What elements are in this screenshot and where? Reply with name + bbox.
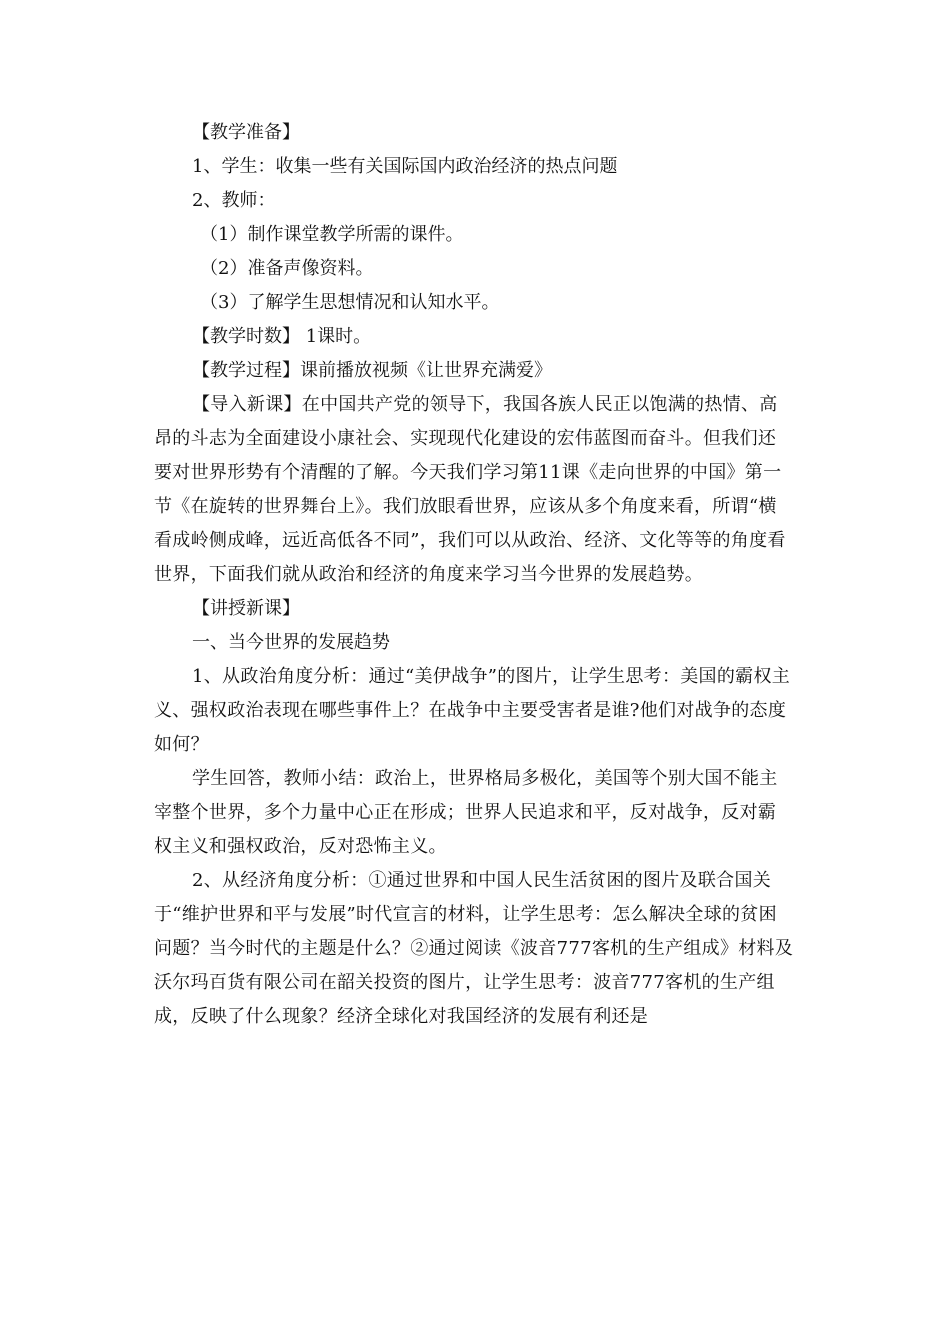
paragraph-introduction: 【导入新课】在中国共产党的领导下，我国各族人民正以饱满的热情、高昂的斗志为全面建设小康社会、实现现代化建设的宏伟蓝图而奋斗。但我们还要对世界形势有个清醒的了解。今天我们学习第11课《走向世界的中国》第一节《在旋转的世界舞台上》。我们放眼看世界，应该从多个角度来看，所谓“横看成岭侧成峰，远近高低各不同”，我们可以从政治、经济、文化等等的角度看世界，下面我们就从政治和经济的角度来学习当今世界的发展趋势。 (154, 394, 786, 585)
heading-teaching-hours: 【教学时数】 1课时。 (192, 326, 372, 347)
list-item-audio-video: （2）准备声像资料。 (200, 258, 374, 279)
section-title-world-trends: 一、当今世界的发展趋势 (192, 632, 390, 653)
list-item-student-understanding: （3）了解学生思想情况和认知水平。 (200, 292, 500, 313)
heading-new-lesson: 【讲授新课】 (192, 598, 300, 619)
heading-teaching-process: 【教学过程】课前播放视频《让世界充满爱》 (192, 360, 552, 381)
list-item-courseware: （1）制作课堂教学所需的课件。 (200, 224, 464, 245)
paragraph-teacher: 2、教师： (192, 190, 276, 211)
document-body (154, 116, 794, 1034)
paragraph-teacher-summary: 学生回答，教师小结：政治上，世界格局多极化，美国等个别大国不能主宰整个世界，多个力量中心正在形成；世界人民追求和平，反对战争，反对霸权主义和强权政治，反对恐怖主义。 (154, 768, 778, 857)
paragraph-political-analysis: 1、从政治角度分析：通过“美伊战争”的图片，让学生思考：美国的霸权主义、强权政治表现在哪些事件上？在战争中主要受害者是谁?他们对战争的态度如何？ (154, 666, 791, 755)
paragraph-students: 1、学生：收集一些有关国际国内政治经济的热点问题 (192, 156, 618, 177)
heading-teaching-preparation: 【教学准备】 (192, 122, 300, 143)
paragraph-economic-analysis: 2、从经济角度分析：①通过世界和中国人民生活贫困的图片及联合国关于“维护世界和平与发展”时代宣言的材料，让学生思考：怎么解决全球的贫困问题？当今时代的主题是什么？②通过阅读《波音777客机的生产组成》材料及沃尔玛百货有限公司在韶关投资的图片，让学生思考：波音777客机的生产组成，反映了什么现象？经济全球化对我国经济的发展有利还是 (154, 870, 794, 1027)
